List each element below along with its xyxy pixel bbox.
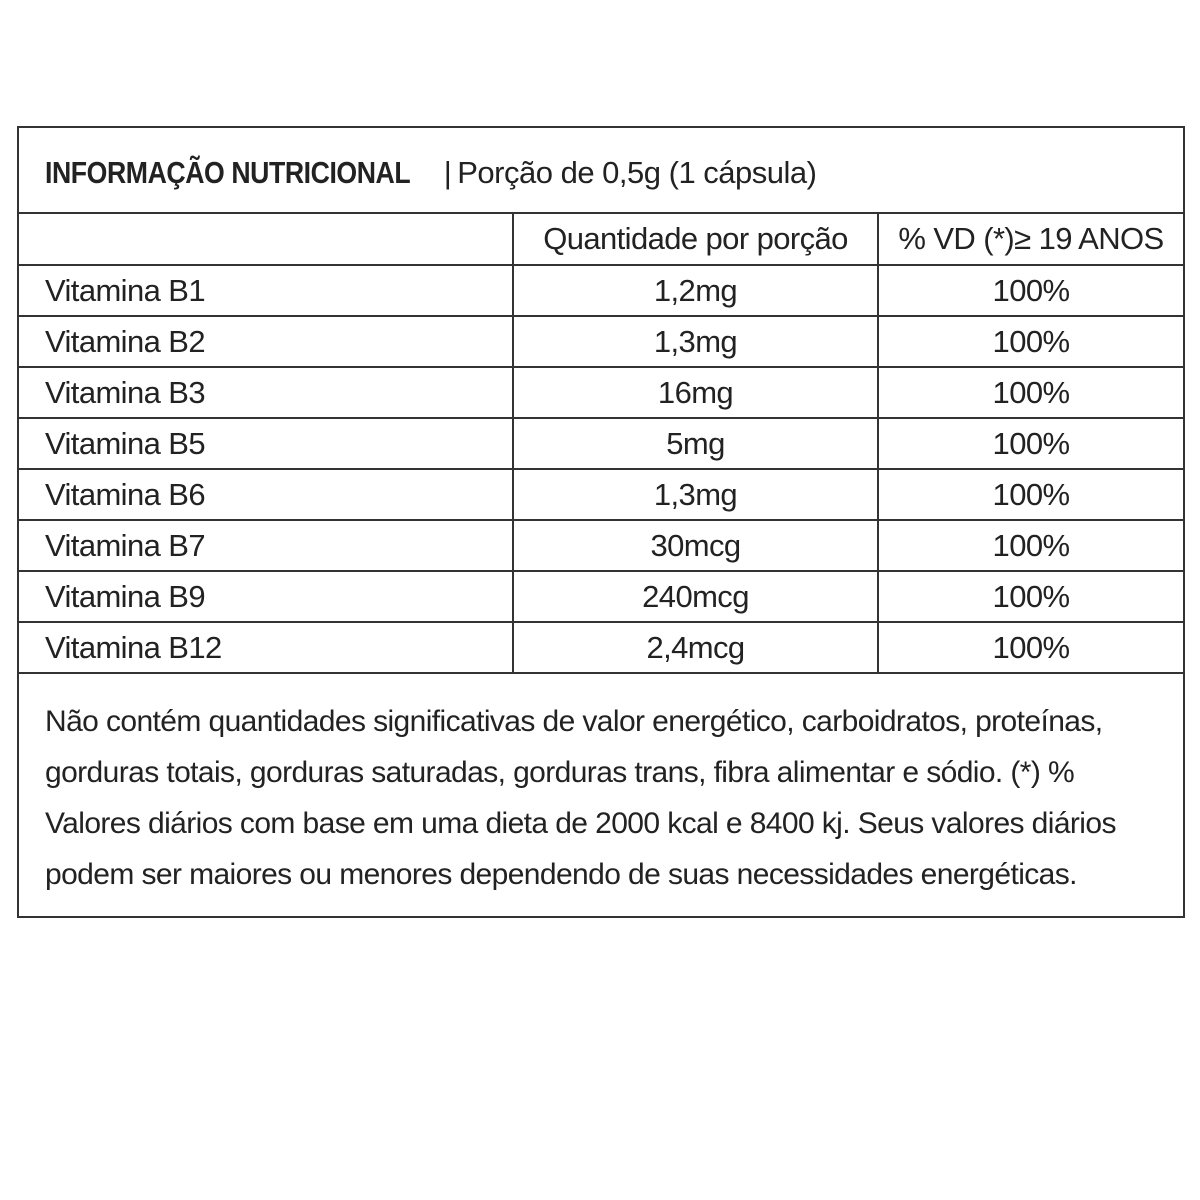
table-row [19, 367, 1183, 418]
nutrient-name: Vitamina B2 [19, 316, 513, 367]
nutrient-daily-value: 100% [878, 316, 1183, 367]
nutrient-amount: 1,2mg [513, 265, 878, 316]
footnote-line: podem ser maiores ou menores dependendo de suas necessidades energéticas. [45, 858, 1077, 891]
table-row [19, 520, 1183, 571]
table-row [19, 265, 1183, 316]
nutrient-name: Vitamina B3 [19, 367, 513, 418]
footnote-line: Não contém quantidades significativas de valor energético, carboidratos, proteínas, [45, 705, 1103, 738]
nutrient-amount: 2,4mcg [513, 622, 878, 673]
table-header-row [19, 214, 1183, 265]
footnote-line: Valores diários com base em uma dieta de 2000 kcal e 8400 kj. Seus valores diários [45, 807, 1116, 840]
nutrient-daily-value: 100% [878, 622, 1183, 673]
table-row [19, 571, 1183, 622]
nutrient-name: Vitamina B5 [19, 418, 513, 469]
nutrient-daily-value: 100% [878, 367, 1183, 418]
nutrient-daily-value: 100% [878, 469, 1183, 520]
nutrient-name: Vitamina B1 [19, 265, 513, 316]
nutrient-amount: 1,3mg [513, 469, 878, 520]
title-separator: | [443, 155, 452, 190]
nutrient-amount: 30mcg [513, 520, 878, 571]
footnote-line: gorduras totais, gorduras saturadas, gorduras trans, fibra alimentar e sódio. (*) % [45, 756, 1075, 789]
nutrient-daily-value: 100% [878, 520, 1183, 571]
nutrient-daily-value: 100% [878, 418, 1183, 469]
table-row [19, 622, 1183, 673]
nutrient-daily-value: 100% [878, 265, 1183, 316]
column-header-daily-value: % VD (*)≥ 19 ANOS [878, 214, 1183, 265]
nutrient-name: Vitamina B6 [19, 469, 513, 520]
nutrient-amount: 5mg [513, 418, 878, 469]
nutrition-title-row [19, 128, 1183, 214]
nutrition-table [19, 214, 1183, 674]
column-header-amount: Quantidade por porção [513, 214, 878, 265]
nutrition-facts-panel [17, 126, 1185, 918]
table-row [19, 418, 1183, 469]
table-row [19, 469, 1183, 520]
nutrient-name: Vitamina B9 [19, 571, 513, 622]
nutrient-name: Vitamina B12 [19, 622, 513, 673]
nutrient-amount: 16mg [513, 367, 878, 418]
footnote [19, 674, 1183, 900]
nutrient-amount: 1,3mg [513, 316, 878, 367]
nutrient-name: Vitamina B7 [19, 520, 513, 571]
table-row [19, 316, 1183, 367]
nutrient-amount: 240mcg [513, 571, 878, 622]
serving-size: Porção de 0,5g (1 cápsula) [457, 155, 817, 190]
nutrient-daily-value: 100% [878, 571, 1183, 622]
column-header-nutrient [19, 214, 513, 265]
nutrition-title: INFORMAÇÃO NUTRICIONAL [45, 155, 411, 190]
